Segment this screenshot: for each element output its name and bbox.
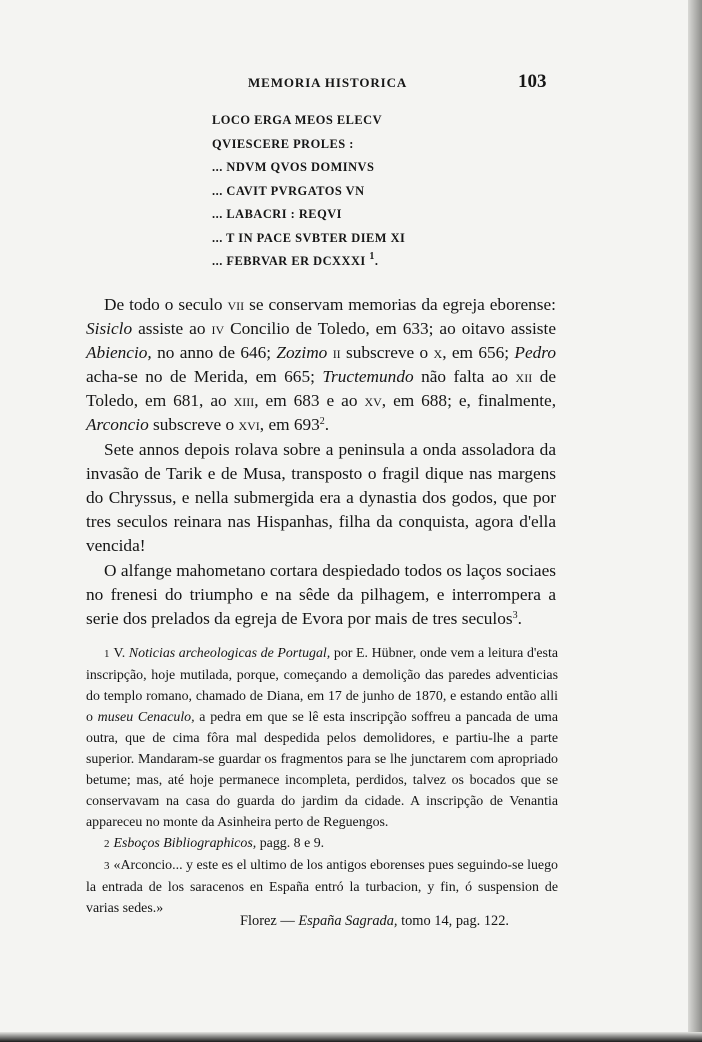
roman-numeral: xvi [238, 415, 260, 434]
inscription-line: ... LABACRI : REQVI [212, 207, 342, 221]
text-run: subscreve o [148, 415, 239, 434]
page-bottom-edge [0, 1032, 702, 1042]
cited-title: museu Cenaculo, [97, 710, 195, 725]
text-run: , em 656; [442, 343, 515, 362]
footnote-marker: 2 [319, 416, 325, 427]
bishop-name: Sisiclo [86, 319, 133, 338]
text-run: a pedra em que se lê esta inscripção soffreu a pancada de uma outra, que de cima fôra mal despedida pelos demolidores, e partiu-lhe a parte superior. Mandaram-se guardar os fragmentos para se lhe junctarem com apropriado betume; mas, até hoje permanece incompleta, perdidos, talvez os bocados que se conservavam na casa do guarda do jardim da cidade. A inscripção de Venantia appareceu no monte da Asinheira perto de Reguengos. [86, 710, 558, 830]
bishop-name: Tructemundo [322, 367, 414, 386]
inscription-line-text: ... FEBRVAR ER DCXXXI [212, 254, 366, 268]
text-run: V. [113, 646, 129, 661]
body-text [86, 293, 556, 631]
footnote-marker: 3 [512, 610, 518, 621]
text-run: , em 693 [259, 415, 320, 434]
paragraph-councils [86, 293, 556, 437]
inscription-line-last [212, 250, 542, 274]
text-run: por E. Hübner, onde vem a leitura d'esta inscripção, hoje mutilada, porque, começando a demolição das paredes adventicias do templo romano, chamado de Diana, em 17 de junho de 1870, e estando então alli o [86, 646, 558, 725]
bishop-name: Arconcio [86, 415, 149, 434]
text-run: de Toledo, em 681, ao [86, 367, 557, 410]
inscription-line: ... NDVM QVOS DOMINVS [212, 160, 375, 174]
text-run: pagg. 8 e 9. [256, 836, 325, 851]
text-run: tomo 14, pag. 122. [397, 913, 510, 929]
footnote-3 [86, 855, 558, 919]
text-run: . [324, 415, 330, 434]
paragraph-interruption [86, 559, 556, 631]
text-run: se conservam memorias da egreja eborense: [244, 295, 556, 314]
inscription-line: LOCO ERGA MEOS ELECV [212, 113, 383, 127]
footnote-citation [240, 913, 509, 930]
text-run: subscreve o [340, 343, 434, 362]
text-run: assiste ao [132, 319, 212, 338]
running-title: MEMORIA HISTORICA [248, 75, 408, 90]
bishop-name: Pedro [514, 343, 557, 362]
footnote-number: 1 [104, 648, 110, 660]
bishop-name: Zozimo [276, 343, 328, 362]
text-run: . [517, 609, 522, 628]
footnote-marker: 1 [369, 251, 375, 262]
cited-title: España Sagrada, [298, 913, 398, 929]
footnote-number: 2 [104, 838, 110, 850]
roman-numeral: ii [332, 343, 341, 362]
footnote-2 [86, 833, 558, 855]
page-edge-shadow [688, 0, 702, 1042]
text-run: não falta ao [413, 367, 516, 386]
text-run: O alfange mahometano cortara despiedado todos os laços sociaes no frenesi do triumpho e na sêde da pilhagem, e interrompera a serie dos prelados da egreja de Evora por mais de tres seculos [86, 561, 556, 628]
inscription-line: ... CAVIT PVRGATOS VN [212, 183, 365, 198]
cited-title: Esboços Bibliographicos, [113, 836, 257, 851]
text-run: De todo o seculo [104, 295, 228, 314]
roman-numeral: xii [515, 367, 533, 386]
roman-numeral: iv [211, 319, 225, 338]
footnotes [86, 643, 558, 919]
inscription-line: ... T IN PACE SVBTER DIEM XI [212, 230, 406, 245]
text-run: acha-se no de Merida, em 665; [86, 367, 323, 386]
text-run: , em 688; e, finalmente, [381, 391, 557, 410]
roman-numeral: xv [364, 391, 382, 410]
footnote-number: 3 [104, 860, 110, 872]
text-run: , em 683 e ao [254, 391, 365, 410]
inscription-block [212, 109, 542, 274]
inscription-end-punct: . [374, 254, 379, 268]
footnote-1 [86, 643, 558, 833]
text-run: no anno de 646; [151, 343, 277, 362]
cited-title: Noticias archeologicas de Portugal, [128, 646, 331, 661]
roman-numeral: vii [227, 295, 245, 314]
text-run: «Arconcio... y este es el ultimo de los antigos eborenses pues seguindo-se luego la entrada de los saracenos en España entró la turbacion, y fin, ó suspension de varias sedes.» [86, 858, 558, 916]
roman-numeral: xiii [233, 391, 255, 410]
paragraph-invasion: Sete annos depois rolava sobre a peninsula a onda assoladora da invasão de Tarik e de Musa, transposto o fragil dique nas margens do Chryssus, e nella submergida era a dynastia dos godos, que por tres seculos reinara nas Hispanhas, filha da conquista, agora d'ella vencida! [86, 440, 556, 555]
text-run: Concilio de Toledo, em 633; ao oitavo assiste [224, 319, 557, 338]
citation-author: Florez — [240, 913, 299, 929]
bishop-name: Abiencio, [86, 343, 152, 362]
roman-numeral: x [433, 343, 443, 362]
inscription-line: QVIESCERE PROLES : [212, 136, 354, 151]
page-number: 103 [518, 71, 547, 92]
